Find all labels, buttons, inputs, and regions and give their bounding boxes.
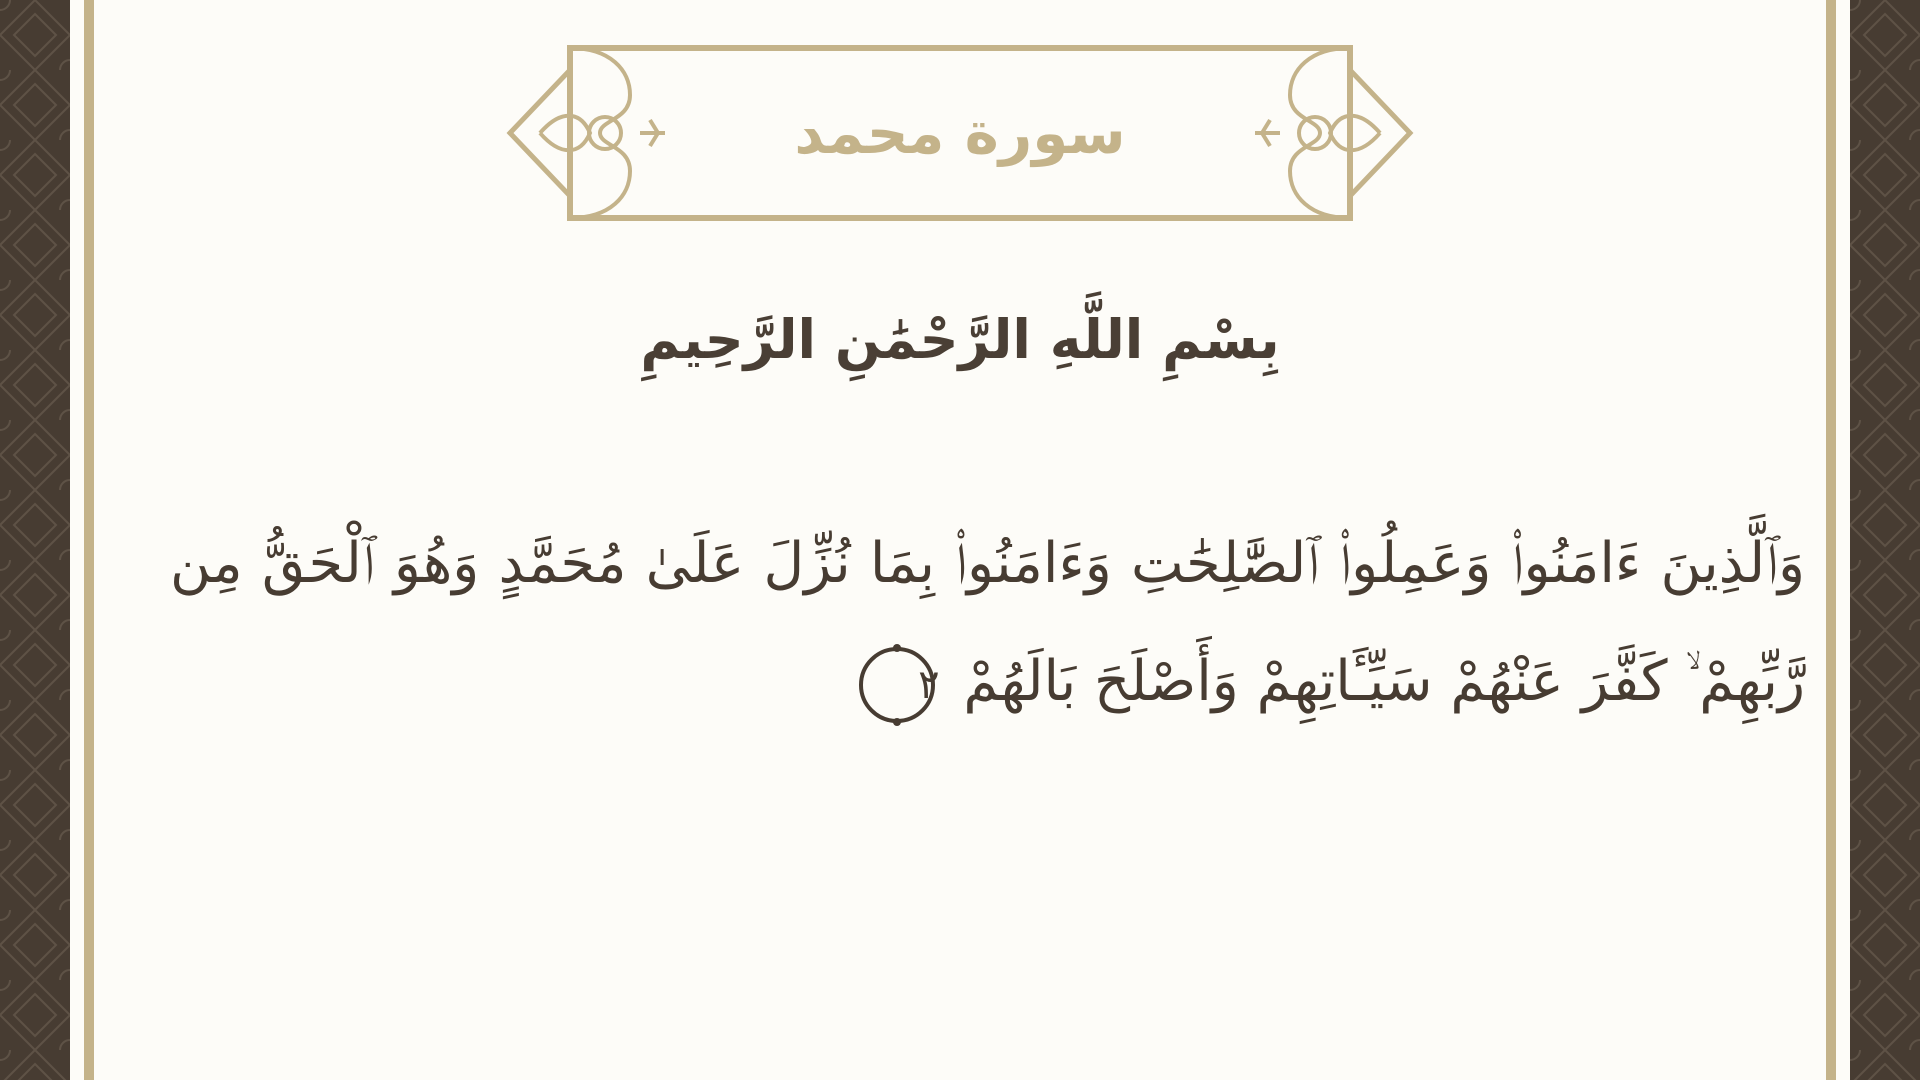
basmala: بِسْمِ اللَّهِ الرَّحْمَٰنِ الرَّحِيمِ (640, 308, 1280, 371)
verse-block (170, 505, 1805, 741)
surah-title-frame (500, 40, 1420, 226)
surah-title: سورة محمد (794, 99, 1126, 167)
verse-text: وَٱلَّذِينَ ءَامَنُوا۟ وَعَمِلُوا۟ ٱلصَّٰلِحَٰتِ وَءَامَنُوا۟ بِمَا نُزِّلَ عَلَىٰ مُحَمَّدٍ وَهُوَ ٱلْحَقُّ مِن رَّبِّهِمْ ۙ كَفَّرَ عَنْهُمْ سَيِّـَٔاتِهِمْ وَأَصْلَحَ بَالَهُمْ (170, 531, 1805, 714)
ayah-number-marker (854, 642, 940, 728)
left-geometric-pattern (0, 0, 70, 1080)
right-ornament-band (1850, 0, 1920, 1080)
left-gold-border (84, 0, 94, 1080)
right-geometric-pattern (1850, 0, 1920, 1080)
ayah-number: ٢ (918, 661, 940, 708)
left-ornament-band (0, 0, 70, 1080)
right-gold-border (1826, 0, 1836, 1080)
